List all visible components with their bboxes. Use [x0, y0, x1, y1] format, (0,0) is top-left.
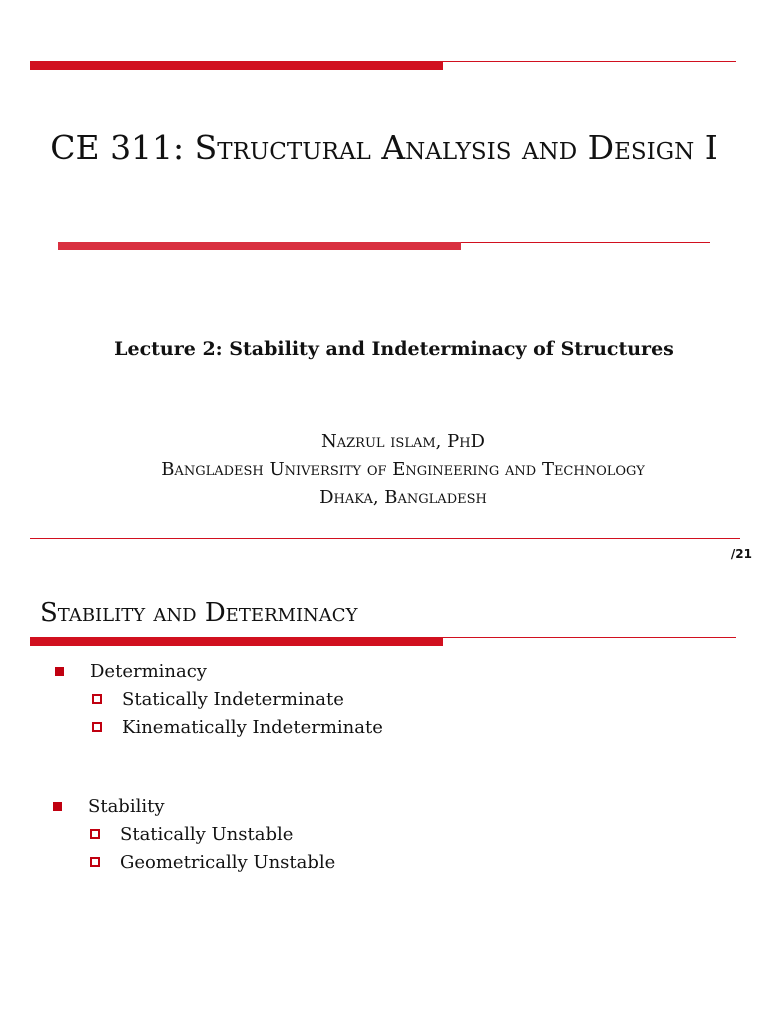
sub-item-label: Geometrically Unstable — [120, 851, 336, 873]
slide2-accent-line-thin — [443, 637, 736, 638]
hollow-square-bullet-icon — [92, 722, 102, 732]
hollow-square-bullet-icon — [90, 829, 100, 839]
author-name: Nazrul islam, PhD — [321, 431, 485, 452]
mid-accent-line-thin — [461, 242, 710, 243]
section-bullet-determinacy — [55, 659, 207, 683]
section-label: Determinacy — [90, 660, 207, 682]
top-accent-line-thin — [443, 61, 736, 62]
hollow-square-bullet-icon — [90, 857, 100, 867]
top-accent-bar-thick — [30, 61, 443, 70]
filled-square-bullet-icon — [53, 802, 62, 811]
mid-accent-bar-thick — [58, 242, 461, 250]
slide2-accent-bar-thick — [30, 637, 443, 646]
sub-item-label: Statically Unstable — [120, 823, 294, 845]
slide1-bottom-line — [30, 538, 740, 539]
author-block — [0, 428, 768, 512]
sub-bullet-item — [90, 850, 335, 874]
institution-name: Bangladesh University of Engineering and Technology — [161, 459, 645, 480]
location: Dhaka, Bangladesh — [319, 487, 487, 508]
sub-bullet-item — [90, 822, 293, 846]
course-title: CE 311: Structural Analysis and Design I — [50, 128, 718, 167]
sub-bullet-item — [92, 715, 383, 739]
sub-item-label: Statically Indeterminate — [122, 688, 344, 710]
sub-item-label: Kinematically Indeterminate — [122, 716, 383, 738]
hollow-square-bullet-icon — [92, 694, 102, 704]
lecture-title: Lecture 2: Stability and Indeterminacy of Structures — [114, 338, 674, 360]
page-number: /21 — [730, 547, 752, 561]
sub-bullet-item — [92, 687, 344, 711]
filled-square-bullet-icon — [55, 667, 64, 676]
slide2-title: Stability and Determinacy — [40, 598, 358, 628]
section-label: Stability — [88, 795, 165, 817]
section-bullet-stability — [53, 794, 165, 818]
